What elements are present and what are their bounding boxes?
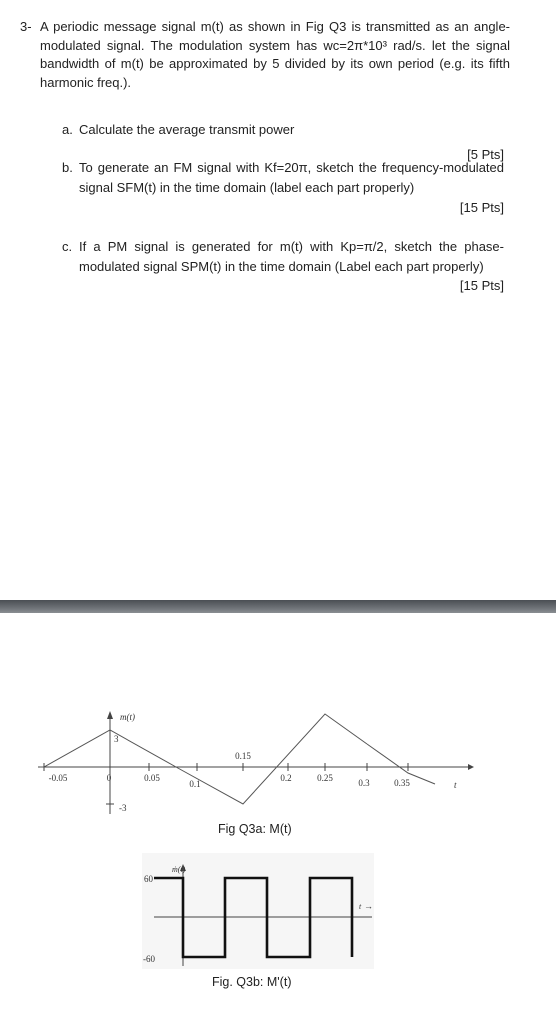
fig-a-ylabel: m(t) <box>120 712 135 722</box>
fig-a-tick-label: 0.1 <box>189 779 201 789</box>
page-divider <box>0 600 556 613</box>
fig-a-y-arrow <box>107 711 113 719</box>
fig-b-arrow-glyph: → <box>364 901 373 911</box>
part-a-points: [5 Pts] <box>467 147 504 162</box>
fig-a-tick-label: 0.15 <box>235 751 251 761</box>
figure-b <box>142 853 374 969</box>
fig-a-trough-label: -3 <box>119 803 127 813</box>
fig-a-tick-label: 0.35 <box>394 778 410 788</box>
part-c-text: If a PM signal is generated for m(t) with Kp=π/2, sketch the phase-modulated signal SPM(t) in the time domain (Label each part properly) <box>79 239 504 274</box>
part-b-label: b. <box>62 160 73 175</box>
fig-a-tick-label: -0.05 <box>48 773 68 783</box>
part-b-text: To generate an FM signal with Kf=20π, sketch the frequency-modulated signal SFM(t) in the time domain (label each part properly) <box>79 160 504 195</box>
fig-a-tick-label: 0.2 <box>280 773 292 783</box>
fig-b-caption: Fig. Q3b: M'(t) <box>212 975 292 989</box>
question-text: A periodic message signal m(t) as shown in Fig Q3 is transmitted as an angle-modulated signal. The modulation system has wc=2π*10³ rad/s. let the signal bandwidth of m(t) be approximated by 5 divided by its own period (e.g. its fifth harmonic freq.). <box>40 19 510 91</box>
figure-a <box>38 711 474 814</box>
fig-b-top-label: 60 <box>144 874 153 884</box>
part-a-label: a. <box>62 122 73 137</box>
fig-a-x-arrow <box>468 764 474 770</box>
fig-b-ylabel: ṁ(t) <box>172 865 186 874</box>
part-a <box>62 120 504 140</box>
part-a-text: Calculate the average transmit power <box>79 122 295 137</box>
part-b <box>62 158 504 197</box>
part-b-points: [15 Pts] <box>459 200 504 215</box>
fig-a-peak-label: 3 <box>114 734 119 744</box>
part-c-label: c. <box>62 239 73 254</box>
fig-a-tick-label: 0.25 <box>317 773 333 783</box>
fig-a-tick-label: 0.3 <box>358 778 370 788</box>
figures-canvas <box>0 613 556 1024</box>
fig-a-waveform-1 <box>40 714 367 804</box>
fig-a-caption: Fig Q3a: M(t) <box>218 822 292 836</box>
part-c <box>62 237 504 276</box>
fig-a-tick-label: 0.05 <box>144 773 160 783</box>
fig-a-tick-label: 0 <box>106 773 112 783</box>
fig-b-xlabel: t <box>359 902 362 911</box>
question-3 <box>20 18 510 93</box>
fig-a-xlabel: t <box>454 780 457 790</box>
question-number: 3- <box>20 19 32 34</box>
fig-b-bottom-label: -60 <box>143 954 155 964</box>
part-c-points: [15 Pts] <box>459 278 504 293</box>
